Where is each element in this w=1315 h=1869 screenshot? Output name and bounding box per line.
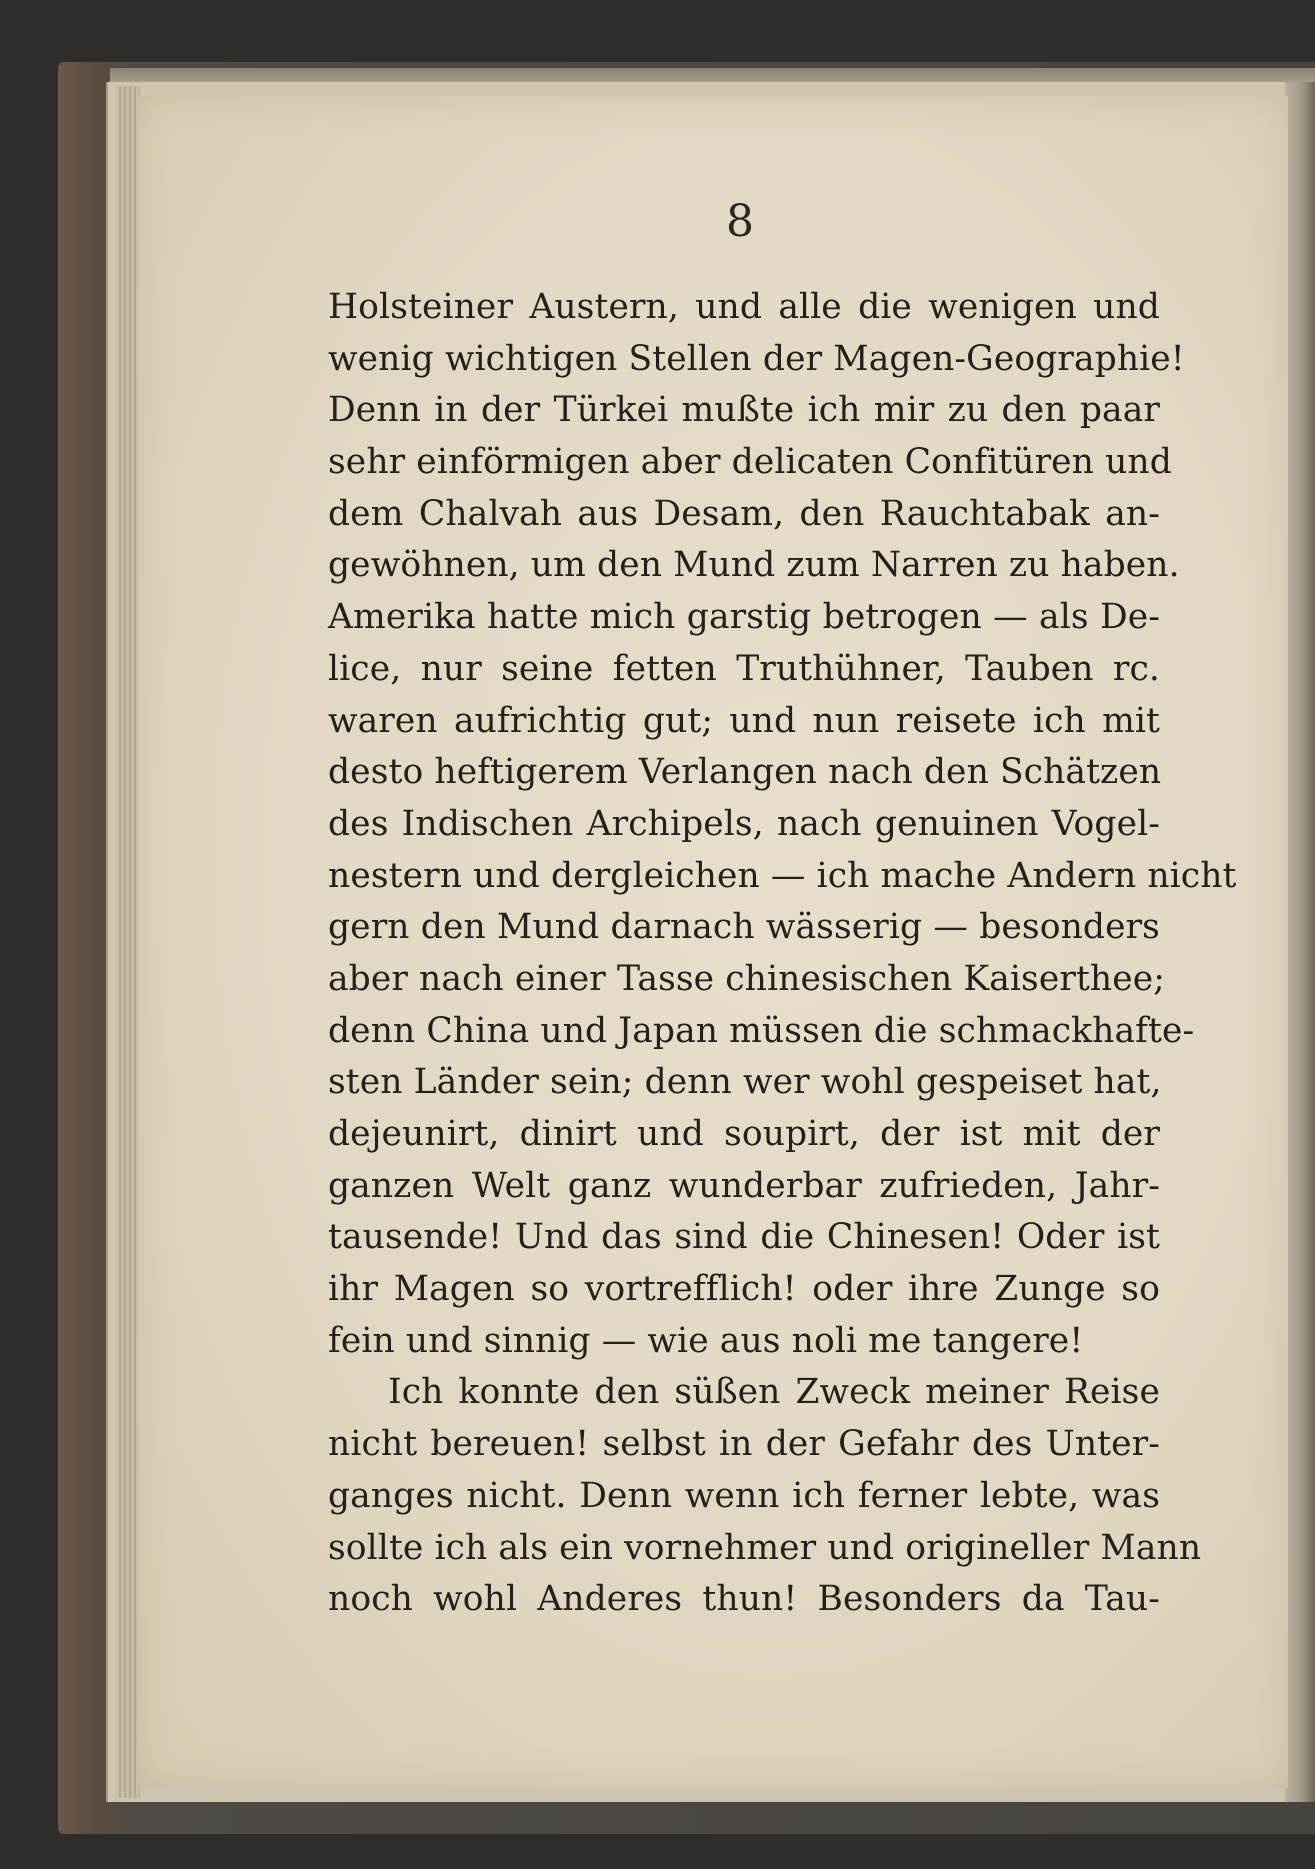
text-line: fein und sinnig — wie aus noli me tangere! bbox=[328, 1320, 1084, 1361]
text-line: desto heftigerem Verlangen nach den Schätzen bbox=[328, 752, 1162, 793]
text-line: denn China und Japan müssen die schmackhafte- bbox=[328, 1010, 1195, 1051]
text-line: sten Länder sein; denn wer wohl gespeiset hat, bbox=[328, 1062, 1162, 1103]
text-line: dem Chalvah aus Desam, den Rauchtabak an- bbox=[328, 493, 1160, 534]
body-text bbox=[328, 282, 1237, 1626]
text-line: ganges nicht. Denn wenn ich ferner lebte, was bbox=[328, 1475, 1160, 1516]
text-line: sehr einförmigen aber delicaten Confitüren und bbox=[328, 442, 1172, 483]
text-line: tausende! Und das sind die Chinesen! Oder ist bbox=[328, 1217, 1160, 1258]
text-line: ihr Magen so vortrefflich! oder ihre Zunge so bbox=[328, 1269, 1160, 1310]
text-line: gewöhnen, um den Mund zum Narren zu haben. bbox=[328, 545, 1180, 586]
text-line: sollte ich als ein vornehmer und origineller Mann bbox=[328, 1527, 1202, 1568]
text-line: gern den Mund darnach wässerig — besonders bbox=[328, 907, 1160, 948]
text-line: nicht bereuen! selbst in der Gefahr des Unter- bbox=[328, 1424, 1160, 1465]
text-line: Amerika hatte mich garstig betrogen — als De- bbox=[328, 597, 1160, 638]
text-line: lice, nur seine fetten Truthühner, Tauben rc. bbox=[328, 648, 1160, 689]
page-number: 8 bbox=[726, 196, 754, 247]
text-line: noch wohl Anderes thun! Besonders da Tau- bbox=[328, 1579, 1160, 1620]
text-line: Holsteiner Austern, und alle die wenigen und bbox=[328, 287, 1160, 327]
text-line: aber nach einer Tasse chinesischen Kaiserthee; bbox=[328, 958, 1165, 999]
text-line: nestern und dergleichen — ich mache Andern nicht bbox=[328, 855, 1237, 896]
text-line: Denn in der Türkei mußte ich mir zu den paar bbox=[328, 390, 1160, 431]
text-line: ganzen Welt ganz wunderbar zufrieden, Jahr- bbox=[328, 1165, 1160, 1206]
text-line: waren aufrichtig gut; und nun reisete ich mit bbox=[328, 700, 1160, 741]
text-line: Ich konnte den süßen Zweck meiner Reise bbox=[388, 1372, 1160, 1413]
text-line: des Indischen Archipels, nach genuinen Vogel- bbox=[328, 803, 1160, 844]
gutter-edge bbox=[1285, 82, 1315, 1802]
text-line: wenig wichtigen Stellen der Magen-Geographie! bbox=[328, 338, 1185, 379]
text-line: dejeunirt, dinirt und soupirt, der ist mit der bbox=[328, 1114, 1160, 1154]
